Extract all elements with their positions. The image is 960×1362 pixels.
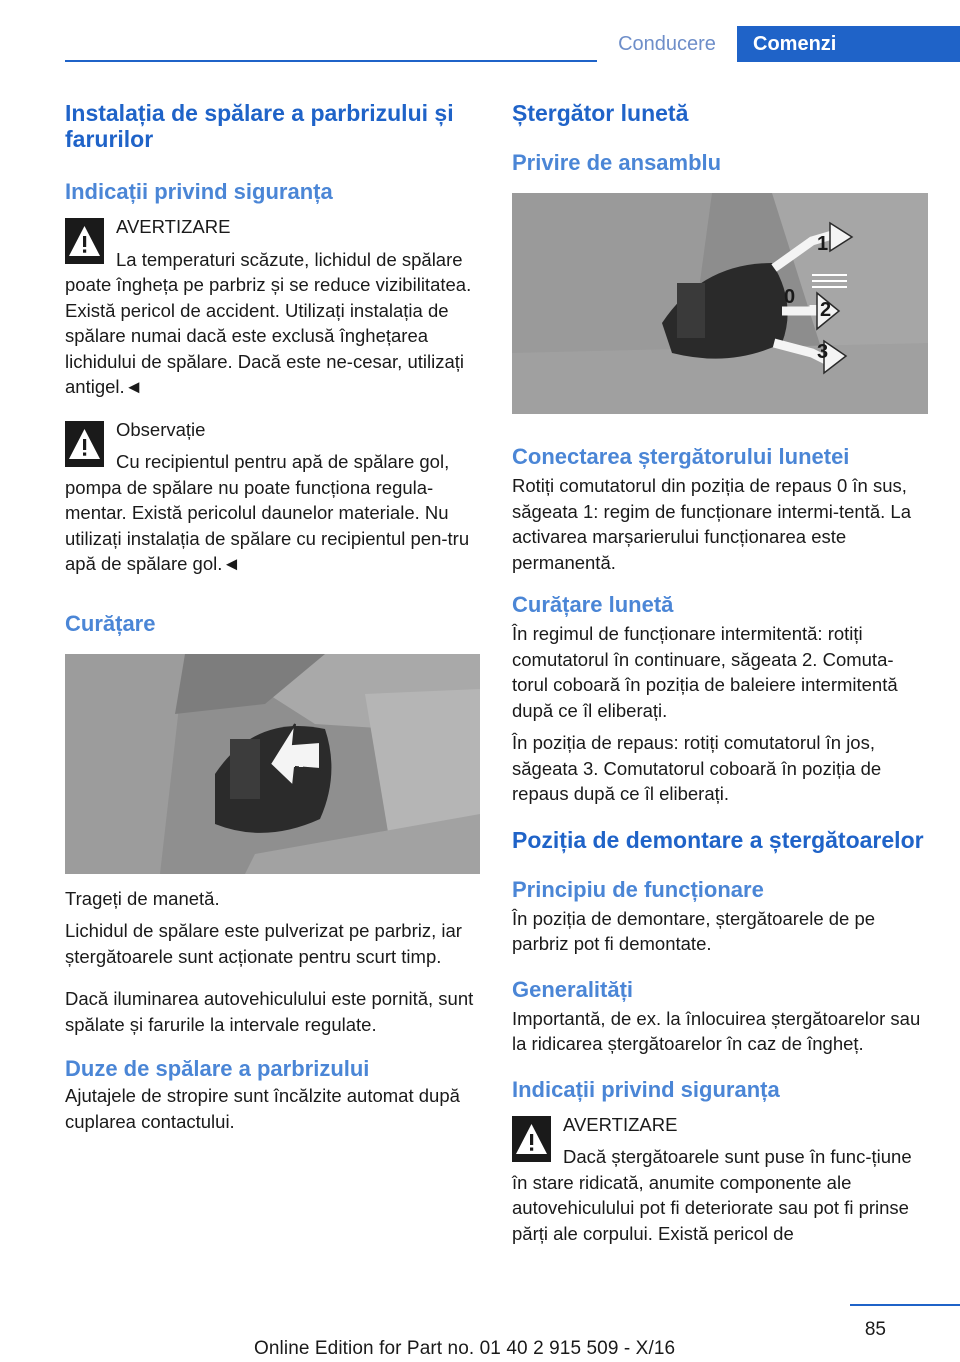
figure-label-1: 1 xyxy=(817,233,829,255)
removal-warning-block xyxy=(512,1112,928,1247)
edition-footer: Online Edition for Part no. 01 40 2 915 509 - X/16 xyxy=(254,1338,676,1359)
general-text: Importantă, de ex. la înlocuirea ștergătoarelor sau la ridicarea ștergătoarelor în caz de îngheț. xyxy=(512,1007,921,1054)
clean-rear-text-1: În regimul de funcționare intermitentă: rotiți comutatorul în continuare, săgeata 2. Comuta-torul coboară în poziția de baleiere intermitentă după ce îl eliberați. xyxy=(512,623,898,721)
warning-text: Dacă ștergătoarele sunt puse în func-țiune în stare ridicată, anumite componente ale autovehiculului pot fi deteriorate sau pot fi prinse părți ale corpului. Există pericol de xyxy=(512,1146,912,1244)
warning-icon xyxy=(512,1116,551,1162)
clean-rear-text-2: În poziția de repaus: rotiți comutatorul în jos, săgeata 3. Comutatorul coboară în poziția de repaus după ce îl eliberați. xyxy=(512,732,882,804)
nozzles-text: Ajutajele de stropire sunt încălzite automat după cuplarea contactului. xyxy=(65,1085,460,1132)
figure-label-3: 3 xyxy=(817,341,829,363)
connect-text: Rotiți comutatorul din poziția de repaus 0 în sus, săgeata 1: regim de funcționare intermi-tentă. La activarea marșarierului funcționarea este permanentă. xyxy=(512,475,912,573)
notice-text: Cu recipientul pentru apă de spălare gol, pompa de spălare nu poate funcționa regula-mentar. Există pericolul daunelor materiale. Nu utilizați instalația de spălare cu recipientul pen-tru apă de spălare gol.◄ xyxy=(65,451,470,574)
warning-icon xyxy=(65,218,104,264)
pull-lever-text: Trageți de manetă. xyxy=(65,887,220,909)
clean-rear-heading: Curățare lunetă xyxy=(512,592,674,617)
overview-heading: Privire de ansamblu xyxy=(512,150,722,175)
figure-label-0: 0 xyxy=(784,286,796,308)
chapter-tab: Comenzi xyxy=(737,26,960,62)
section-tab: Conducere xyxy=(597,26,737,62)
page-number: 85 xyxy=(864,1319,886,1340)
cleaning-heading: Curățare xyxy=(65,610,156,636)
cleaning-text: Lichidul de spălare este pulverizat pe parbriz, iar ștergătoarele sunt acționate pentru scurt timp. xyxy=(65,920,462,967)
footer-rule xyxy=(850,1304,960,1306)
rear-wiper-switch-photo xyxy=(512,193,928,414)
lever-pull-photo xyxy=(65,654,480,874)
warning-block xyxy=(65,214,480,400)
warning-text: La temperaturi scăzute, lichidul de spălare poate îngheța pe parbriz și se reduce vizibilitatea. Există pericol de accident. Utilizați instalația de spălare numai dacă este exclusă înghețarea lichidului de spălare. Dacă este ne-cesar, utilizați antigel.◄ xyxy=(65,248,472,397)
connect-heading: Conectarea ștergătorului lunetei xyxy=(512,444,850,469)
nozzles-heading: Duze de spălare a parbrizului xyxy=(65,1056,370,1081)
general-heading: Generalități xyxy=(512,976,634,1002)
section-title-removal: Poziția de demontare a ștergătoarelor xyxy=(512,826,924,853)
warning-label: AVERTIZARE xyxy=(116,216,231,237)
principle-heading: Principiu de funcționare xyxy=(512,876,764,902)
section-title-washer: Instalația de spălare a parbrizului și farurilor xyxy=(65,100,454,152)
warning-label: AVERTIZARE xyxy=(563,1113,678,1135)
headlights-text: Dacă iluminarea autovehiculului este pornită, sunt spălate și farurile la intervale regulate. xyxy=(65,988,474,1035)
safety-heading: Indicații privind siguranța xyxy=(65,179,333,204)
notice-block xyxy=(65,417,480,577)
figure-label-2: 2 xyxy=(820,299,832,321)
safety-heading-removal: Indicații privind siguranța xyxy=(512,1076,780,1102)
warning-icon xyxy=(65,421,104,467)
section-title-rear-wiper: Ștergător lunetă xyxy=(512,100,689,126)
principle-text: În poziția de demontare, ștergătoarele de pe parbriz pot fi demontate. xyxy=(512,907,876,954)
right-column xyxy=(512,100,928,1246)
left-column xyxy=(65,100,480,1134)
notice-label: Observație xyxy=(116,418,206,440)
